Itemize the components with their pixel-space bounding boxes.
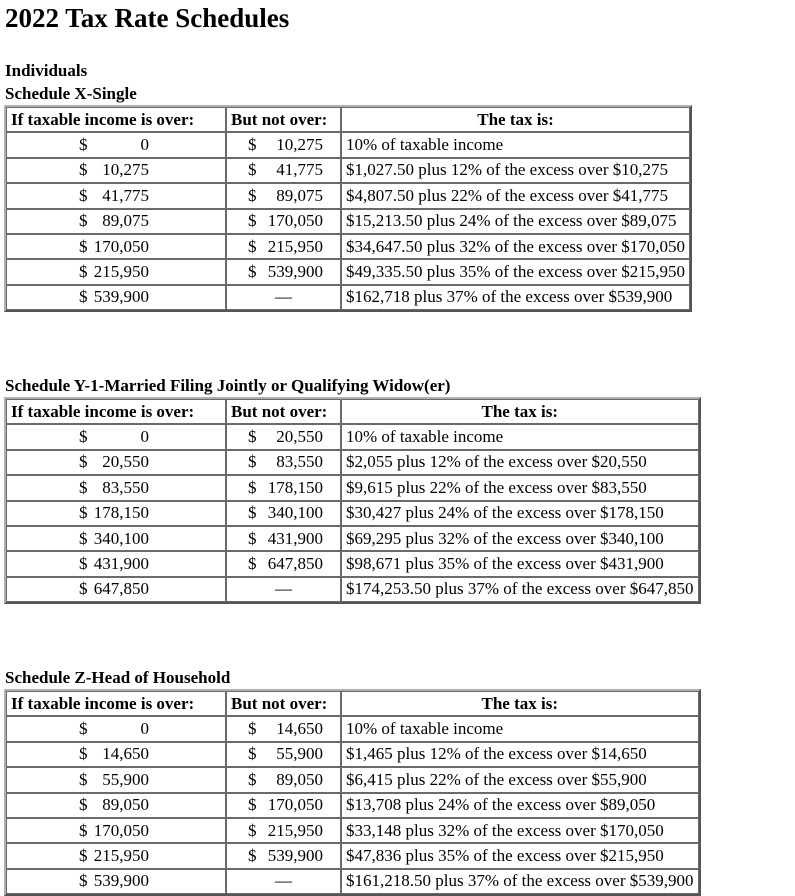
tax-cell: $47,836 plus 35% of the excess over $215,950 [341,843,699,868]
tax-cell: $15,213.50 plus 24% of the excess over $89,075 [341,209,690,234]
but-not-over-cell [226,183,341,208]
tax-cell: 10% of taxable income [341,716,699,741]
income-over-cell [6,132,226,157]
dollar-sign: $ [248,185,257,205]
dollar-sign: $ [248,427,257,447]
but-not-over-value: 178,150 [267,477,323,497]
schedule-y1-table [4,397,701,604]
tax-cell: $174,253.50 plus 37% of the excess over $647,850 [341,577,699,602]
but-not-over-value: 170,050 [267,211,323,231]
income-over-cell [6,742,226,767]
table-row [6,526,699,551]
income-over-value: 55,900 [102,769,149,789]
but-not-over-cell [226,424,341,449]
dollar-sign: $ [79,287,88,307]
dollar-sign: $ [248,135,257,155]
tax-cell: $69,295 plus 32% of the excess over $340,100 [341,526,699,551]
tax-cell: $49,335.50 plus 35% of the excess over $215,950 [341,259,690,284]
income-over-cell [6,450,226,475]
tax-cell: $98,671 plus 35% of the excess over $431,900 [341,551,699,576]
table-row [6,869,699,894]
dollar-sign: $ [248,528,257,548]
income-over-cell [6,259,226,284]
dollar-sign: $ [79,452,88,472]
header-but-not-over: But not over: [226,107,341,132]
header-income-over: If taxable income is over: [6,691,226,716]
income-over-value: 0 [140,135,149,155]
table-row [6,818,699,843]
income-over-value: 340,100 [93,528,149,548]
income-over-cell [6,209,226,234]
tax-cell: $9,615 plus 22% of the excess over $83,550 [341,475,699,500]
table-row [6,424,699,449]
dollar-sign: $ [248,262,257,282]
dollar-sign: $ [79,846,88,866]
income-over-cell [6,551,226,576]
income-over-value: 215,950 [93,262,149,282]
dollar-sign: $ [79,211,88,231]
section-label: Individuals [5,61,88,80]
schedule-x-title: Schedule X-Single [5,84,137,103]
but-not-over-value: 431,900 [267,528,323,548]
table-row [6,450,699,475]
table-row [6,209,690,234]
dollar-sign: $ [79,554,88,574]
dollar-sign: $ [79,769,88,789]
but-not-over-value: — [275,579,292,599]
income-over-value: 215,950 [93,846,149,866]
income-over-value: 647,850 [93,579,149,599]
but-not-over-value: 539,900 [267,846,323,866]
dollar-sign: $ [79,160,88,180]
but-not-over-cell [226,132,341,157]
dollar-sign: $ [79,719,88,739]
income-over-value: 83,550 [102,477,149,497]
table-row [6,742,699,767]
tax-cell: $161,218.50 plus 37% of the excess over $539,900 [341,869,699,894]
tax-cell: $1,027.50 plus 12% of the excess over $10,275 [341,158,690,183]
schedule-y1-title: Schedule Y-1-Married Filing Jointly or Qualifying Widow(er) [5,376,451,395]
but-not-over-cell [226,843,341,868]
income-over-cell [6,285,226,310]
but-not-over-cell [226,526,341,551]
but-not-over-value: 340,100 [267,503,323,523]
income-over-value: 0 [140,719,149,739]
but-not-over-cell [226,716,341,741]
dollar-sign: $ [248,769,257,789]
income-over-cell [6,767,226,792]
header-tax-is: The tax is: [341,399,699,424]
but-not-over-cell [226,742,341,767]
tax-cell: $1,465 plus 12% of the excess over $14,650 [341,742,699,767]
income-over-cell [6,424,226,449]
dollar-sign: $ [248,719,257,739]
tax-cell: $34,647.50 plus 32% of the excess over $170,050 [341,234,690,259]
dollar-sign: $ [79,427,88,447]
but-not-over-value: — [275,287,292,307]
dollar-sign: $ [79,820,88,840]
table-row [6,183,690,208]
but-not-over-cell [226,209,341,234]
tax-cell: $2,055 plus 12% of the excess over $20,550 [341,450,699,475]
income-over-value: 14,650 [102,744,149,764]
but-not-over-value: 20,550 [276,427,323,447]
but-not-over-cell [226,793,341,818]
header-but-not-over: But not over: [226,399,341,424]
but-not-over-cell [226,158,341,183]
income-over-value: 170,050 [93,236,149,256]
table-row [6,716,699,741]
table-row [6,158,690,183]
but-not-over-value: 89,075 [276,185,323,205]
but-not-over-cell [226,869,341,894]
table-header-row [6,107,690,132]
table-row [6,793,699,818]
table-row [6,501,699,526]
table-row [6,767,699,792]
dollar-sign: $ [248,554,257,574]
income-over-value: 539,900 [93,871,149,891]
dollar-sign: $ [248,211,257,231]
dollar-sign: $ [79,262,88,282]
header-but-not-over: But not over: [226,691,341,716]
dollar-sign: $ [248,744,257,764]
income-over-cell [6,475,226,500]
dollar-sign: $ [79,477,88,497]
header-income-over: If taxable income is over: [6,399,226,424]
dollar-sign: $ [248,452,257,472]
but-not-over-value: 14,650 [276,719,323,739]
dollar-sign: $ [248,820,257,840]
but-not-over-value: 55,900 [276,744,323,764]
income-over-value: 170,050 [93,820,149,840]
but-not-over-value: 170,050 [267,795,323,815]
but-not-over-value: — [275,871,292,891]
but-not-over-cell [226,259,341,284]
but-not-over-cell [226,501,341,526]
income-over-value: 10,275 [102,160,149,180]
dollar-sign: $ [79,744,88,764]
income-over-cell [6,843,226,868]
income-over-value: 539,900 [93,287,149,307]
dollar-sign: $ [248,160,257,180]
income-over-value: 41,775 [102,185,149,205]
but-not-over-value: 83,550 [276,452,323,472]
tax-cell: 10% of taxable income [341,424,699,449]
schedule-z-table [4,689,701,896]
but-not-over-cell [226,234,341,259]
tax-cell: $13,708 plus 24% of the excess over $89,050 [341,793,699,818]
income-over-value: 89,075 [102,211,149,231]
income-over-cell [6,577,226,602]
but-not-over-cell [226,818,341,843]
income-over-value: 89,050 [102,795,149,815]
dollar-sign: $ [79,503,88,523]
dollar-sign: $ [79,236,88,256]
but-not-over-cell [226,475,341,500]
dollar-sign: $ [79,579,88,599]
income-over-cell [6,158,226,183]
but-not-over-value: 89,050 [276,769,323,789]
dollar-sign: $ [248,236,257,256]
table-row [6,259,690,284]
but-not-over-value: 647,850 [267,554,323,574]
tax-cell: $6,415 plus 22% of the excess over $55,900 [341,767,699,792]
but-not-over-value: 539,900 [267,262,323,282]
header-tax-is: The tax is: [341,107,690,132]
table-row [6,577,699,602]
dollar-sign: $ [248,477,257,497]
tax-cell: 10% of taxable income [341,132,690,157]
income-over-cell [6,234,226,259]
table-header-row [6,399,699,424]
table-header-row [6,691,699,716]
but-not-over-cell [226,551,341,576]
schedule-z-title: Schedule Z-Head of Household [5,668,231,687]
dollar-sign: $ [248,503,257,523]
table-row [6,132,690,157]
income-over-cell [6,526,226,551]
header-tax-is: The tax is: [341,691,699,716]
but-not-over-value: 41,775 [276,160,323,180]
tax-cell: $33,148 plus 32% of the excess over $170,050 [341,818,699,843]
tax-cell: $4,807.50 plus 22% of the excess over $41,775 [341,183,690,208]
income-over-value: 0 [140,427,149,447]
but-not-over-cell [226,577,341,602]
but-not-over-cell [226,285,341,310]
tax-cell: $30,427 plus 24% of the excess over $178,150 [341,501,699,526]
dollar-sign: $ [248,795,257,815]
income-over-cell [6,501,226,526]
header-income-over: If taxable income is over: [6,107,226,132]
but-not-over-cell [226,450,341,475]
table-row [6,551,699,576]
income-over-cell [6,869,226,894]
dollar-sign: $ [79,871,88,891]
table-row [6,475,699,500]
schedule-x-table [4,105,692,312]
dollar-sign: $ [79,528,88,548]
table-row [6,234,690,259]
tax-cell: $162,718 plus 37% of the excess over $539,900 [341,285,690,310]
dollar-sign: $ [79,185,88,205]
income-over-cell [6,716,226,741]
table-row [6,285,690,310]
but-not-over-cell [226,767,341,792]
dollar-sign: $ [248,846,257,866]
income-over-cell [6,818,226,843]
income-over-value: 178,150 [93,503,149,523]
dollar-sign: $ [79,135,88,155]
page-title: 2022 Tax Rate Schedules [5,3,290,33]
but-not-over-value: 215,950 [267,236,323,256]
dollar-sign: $ [79,795,88,815]
income-over-value: 20,550 [102,452,149,472]
income-over-cell [6,793,226,818]
table-row [6,843,699,868]
but-not-over-value: 215,950 [267,820,323,840]
income-over-value: 431,900 [93,554,149,574]
income-over-cell [6,183,226,208]
but-not-over-value: 10,275 [276,135,323,155]
